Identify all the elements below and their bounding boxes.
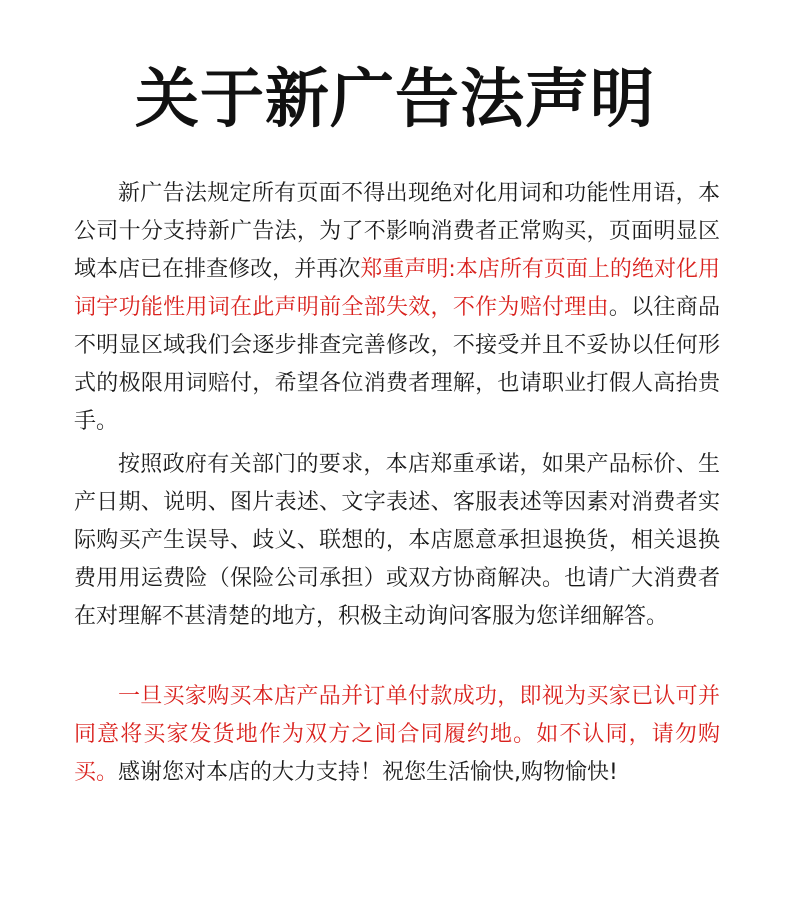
thanks-text: 感谢您对本店的大力支持！祝您生活愉快,购物愉快!: [118, 760, 618, 785]
commitment-paragraph: [74, 446, 720, 636]
purchase-agreement-paragraph: [74, 678, 720, 792]
page-title: 关于新广告法声明: [135, 63, 655, 137]
ad-law-statement-paragraph: [74, 175, 720, 441]
commitment-text: 按照政府有关部门的要求，本店郑重承诺，如果产品标价、生产日期、说明、图片表述、文字表述、客服表述等因素对消费者实际购买产生误导、歧义、联想的，本店愿意承担退换货，相关退换费用用运费险（保险公司承担）或双方协商解决。也请广大消费者在对理解不甚清楚的地方，积极主动询问客服为您详细解答。: [74, 452, 720, 629]
statement-text-continued: 。以往商品不明显区域我们会逐步排查完善修改，不接受并且不妥协以任何形式的极限用词赔付，希望各位消费者理解，也请职业打假人高抬贵手。: [74, 295, 720, 434]
purchase-agreement-highlight: 一旦买家购买本店产品并订单付款成功，即视为买家已认可并同意将买家发货地作为双方之间合同履约地。如不认同，请勿购买。: [74, 684, 720, 785]
statement-text: 新广告法规定所有页面不得出现绝对化用词和功能性用语，本公司十分支持新广告法，为了不影响消费者正常购买，页面明显区域本店已在排查修改，并再次: [74, 181, 720, 282]
solemn-declaration-highlight: 郑重声明:本店所有页面上的绝对化用词宇功能性用词在此声明前全部失效，不作为赔付理由: [74, 257, 720, 320]
